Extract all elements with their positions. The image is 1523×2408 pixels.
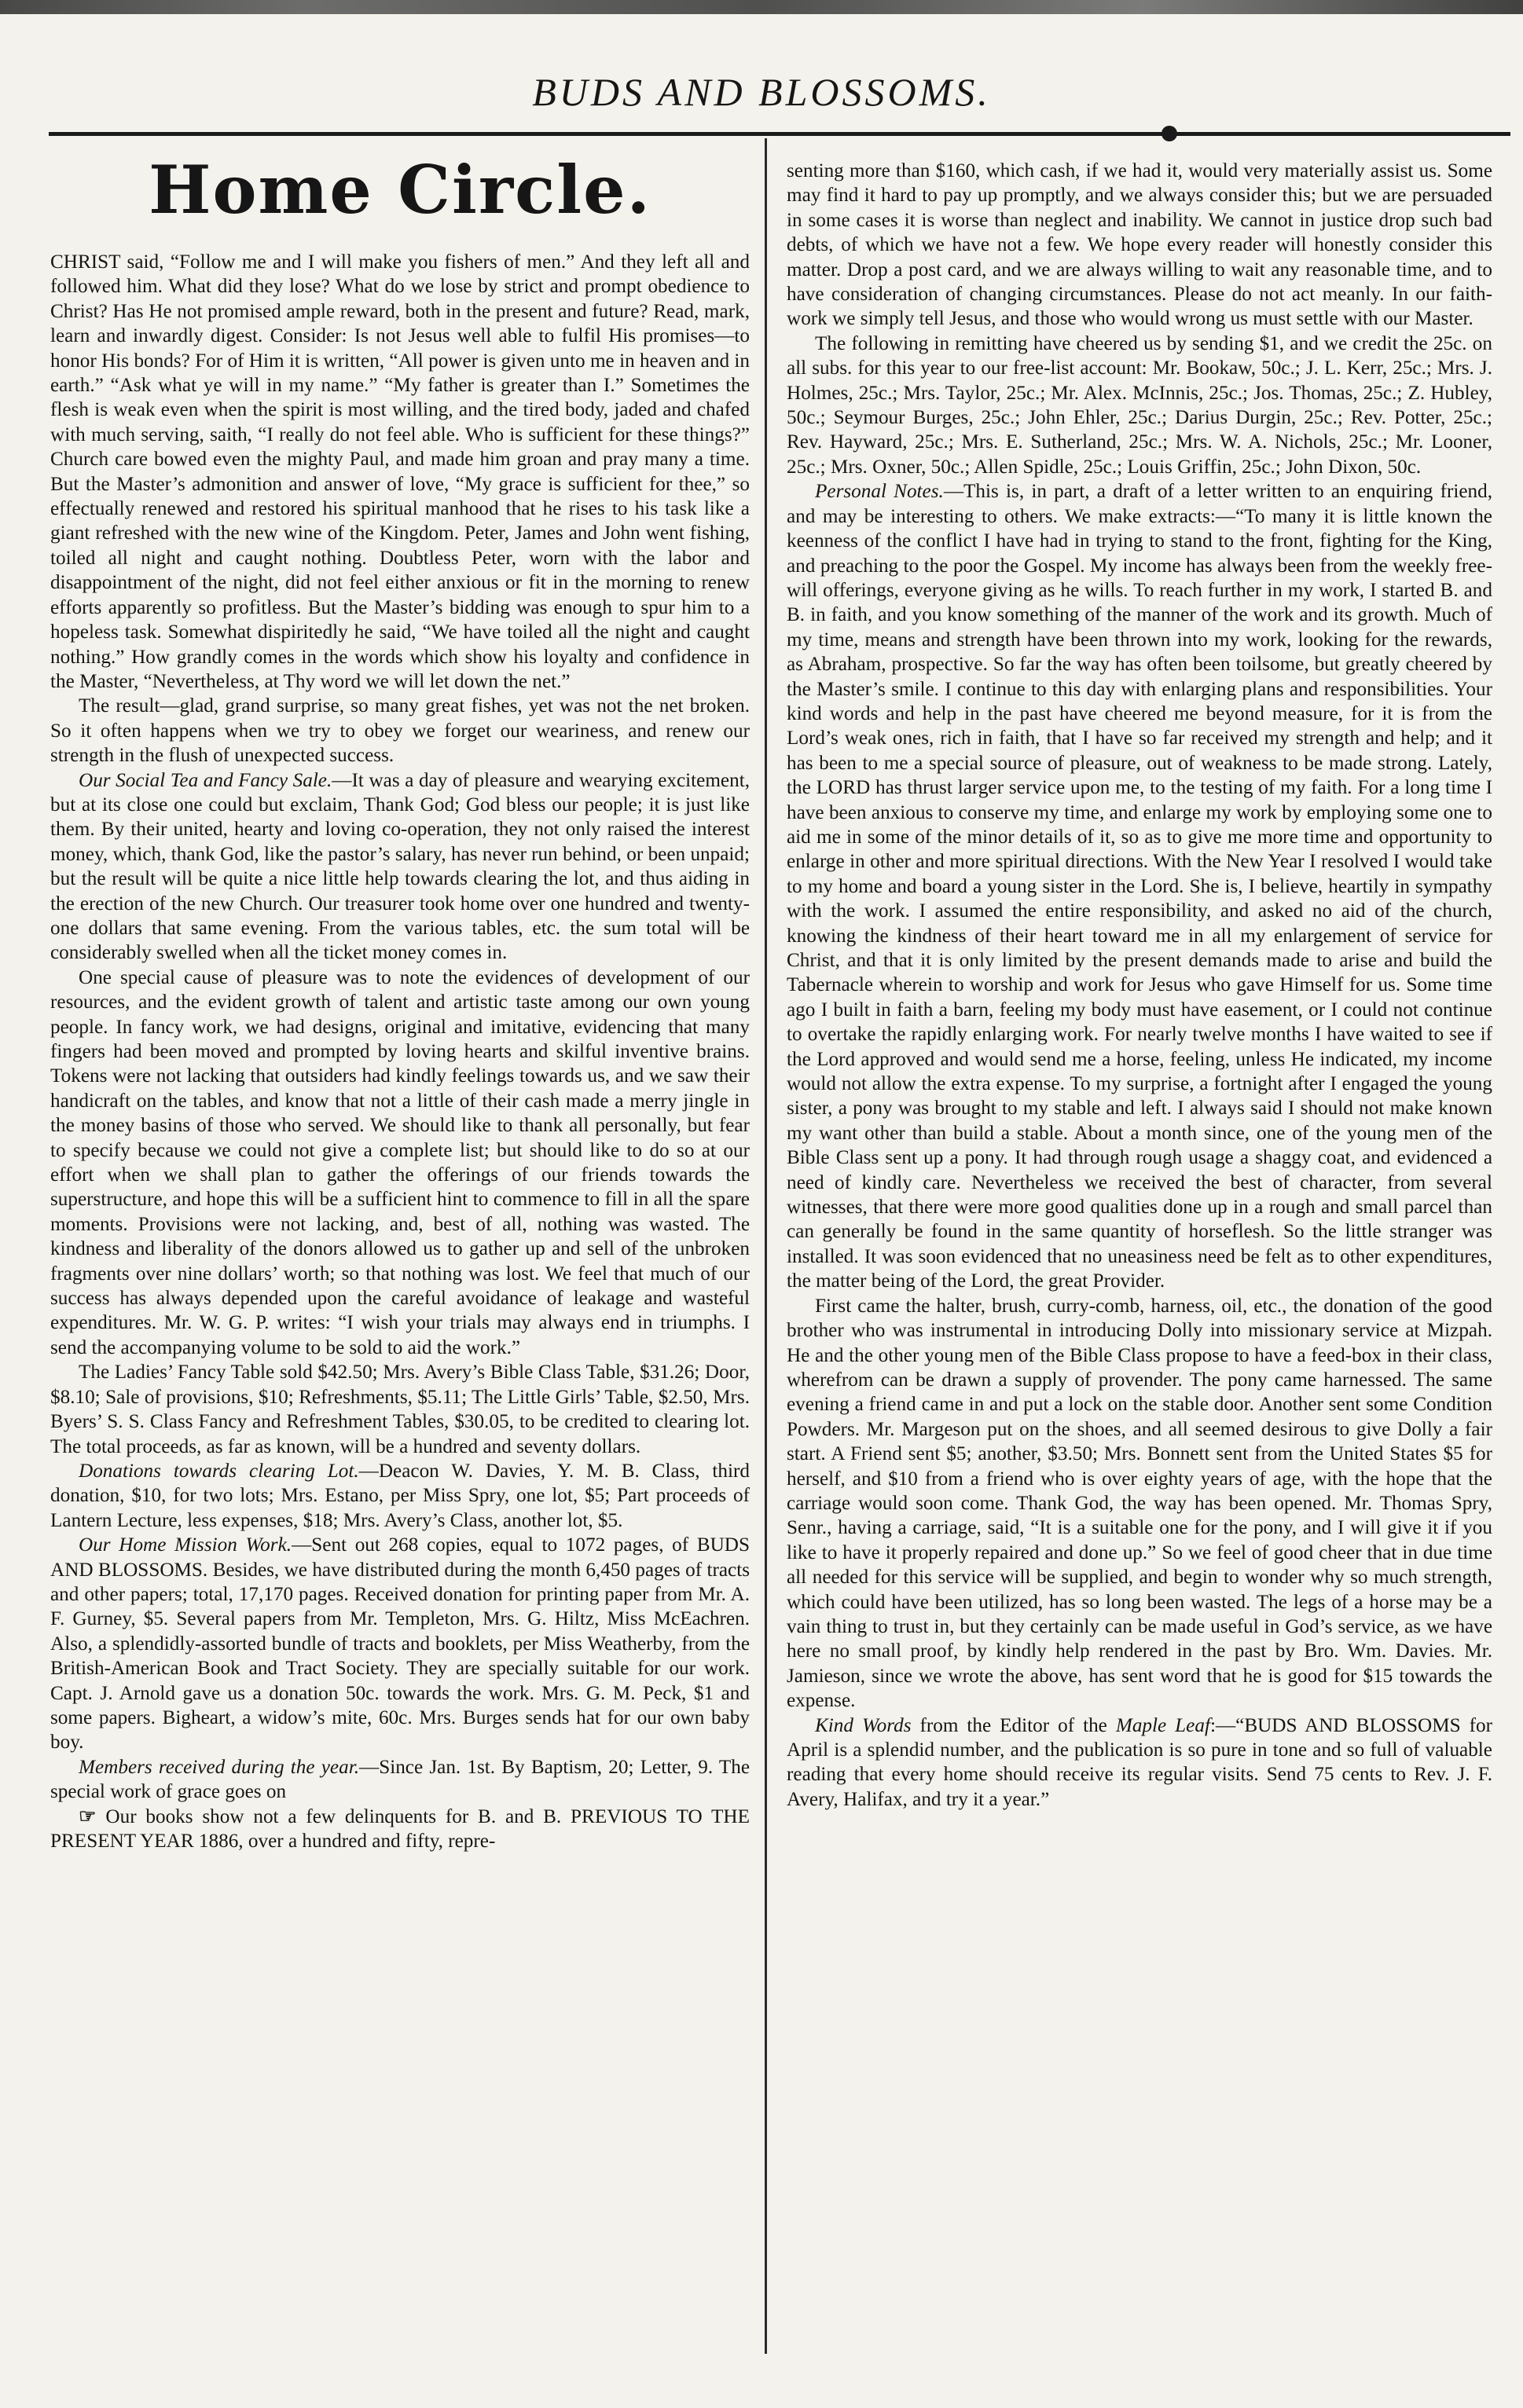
paragraph-personal-notes [787,479,1492,1293]
header-rule-ornament [1162,126,1177,141]
home-mission-body: —Sent out 268 copies, equal to 1072 pages, of BUDS AND BLOSSOMS. Besides, we have distributed during the month 6,450 pages of tracts and other papers; total, 17,170 pages. Received donation for printing paper from Mr. A. F. Gurney, $5. Several papers from Mr. Templeton, Mrs. G. Hiltz, Miss McEachren. Also, a splendidly-assorted bundle of tracts and booklets, per Miss Weatherby, from the British-American Book and Tract Society. They are specially suitable for our work. Capt. J. Arnold gave us a donation 50c. towards the work. Mrs. G. M. Peck, $1 and some papers. Bigheart, a widow’s mite, 60c. Mrs. Burges sends hat for our own baby boy. [50,1534,750,1754]
donations-body: —Deacon W. Davies, Y. M. B. Class, third donation, $10, for two lots; Mrs. Estano, per Miss Spry, one lot, $5; Part proceeds of Lantern Lecture, less expenses, $18; Mrs. Avery’s Class, another lot, $5. [50,1460,750,1531]
paragraph-members [50,1755,750,1805]
paragraph-home-mission [50,1533,750,1755]
pointing-hand-icon: ☞ [79,1805,97,1827]
kind-words-mid: from the Editor of the [911,1714,1116,1736]
header-rule [49,132,1510,136]
paragraph-social-tea [50,768,750,966]
paragraph-result: The result—glad, grand surprise, so many great fishes, yet was not the net broken. So it often happens when we try to obey we forget our weariness, and renew our strength in the flush of unexpected success. [50,695,750,767]
column-divider [765,138,767,2354]
subhead-donations: Donations towards clearing Lot. [79,1460,359,1482]
paragraph-pony-donations: First came the halter, brush, curry-comb, harness, oil, etc., the donation of the good brother who was instrumental in introducing Dolly into missionary service at Mizpah. He and the other young men of the Bible Class propose to have a feed-box in their class, wherefrom can be drawn a supply of provender. The pony came harnessed. The same evening a friend came in and put a lock on the stable door. Another sent some Condition Powders. Mr. Margeson put on the shoes, and all seemed desirous to give Dolly a fair start. A Friend sent $5; another, $3.50; Mrs. Bonnett sent from the United States $5 for herself, and $10 from a friend who is over eighty years of age, with the hope that the carriage would soon come. Thank God, the way has been opened. Mr. Thomas Spry, Senr., having a carriage, said, “It is a suitable one for the pony, and I will give it if you like to have it properly repaired and done up.” So we feel of good cheer that in due time all needed for this service will be supplied, and begin to wonder why so much strength, which could have been utilized, has so long been wasted. The legs of a horse may be a vain thing to trust in, but they certainly can be made useful in God’s service, as we have here no small proof, by kindly help rendered in the past by Bro. Wm. Davies. Mr. Jamieson, since we wrote the above, has sent word that he is good for $15 towards the expense. [787,1295,1492,1712]
paragraph-remitters: The following in remitting have cheered us by sending $1, and we credit the 25c. on all subs. for this year to our free-list account: Mr. Bookaw, 50c.; J. L. Kerr, 25c.; Mrs. J. Holmes, 25c.; Mrs. Taylor, 25c.; Mr. Alex. McInnis, 25c.; Jos. Thomas, 25c.; Z. Hubley, 50c.; Seymour Burges, 25c.; John Ehler, 25c.; Darius Durgin, 25c.; Rev. Potter, 25c.; Rev. Hayward, 25c.; Mrs. E. Sutherland, 25c.; Mrs. W. A. Nichols, 25c.; Mr. Looner, 25c.; Mrs. Oxner, 50c.; Allen Spidle, 25c.; Louis Griffin, 25c.; John Dixon, 50c. [787,332,1492,478]
top-edge-rule [0,0,1523,14]
paragraph-fancy-table: The Ladies’ Fancy Table sold $42.50; Mrs. Avery’s Bible Class Table, $31.26; Door, $8.10; Sale of provisions, $10; Refreshments, $5.11; The Little Girls’ Table, $2.50, Mrs. Byers’ S. S. Class Fancy and Refreshment Tables, $30.05, to be credited to clearing lot. The total proceeds, as far as known, will be a hundred and seventy dollars. [50,1362,750,1457]
paragraph-kind-words [787,1713,1492,1812]
members-body: —Since Jan. 1st. By Baptism, 20; Letter, 9. The special work of grace goes on [50,1756,750,1803]
paragraph-fishers-of-men: CHRIST said, “Follow me and I will make you fishers of men.” And they left all and followed him. What did they lose? What do we lose by strict and prompt obedience to Christ? Has He not promised ample reward, both in the present and future? Read, mark, learn and inwardly digest. Consider: Is not Jesus well able to fulfil His promises—to honor His bonds? For of Him it is written, “All power is given unto me in heaven and in earth.” “Ask what ye will in my name.” “My father is greater than I.” Sometimes the flesh is weak even when the spirit is most willing, and the tired body, jaded and chafed with much serving, saith, “I really do not feel able. Who is sufficient for these things?” Church care bowed even the mighty Paul, and made him groan and pray many a time. But the Master’s admonition and answer of love, “My grace is sufficient for thee,” so effectually renewed and restored his spiritual manhood that he rises to his task like a giant refreshed with the new wine of the Kingdom. Peter, James and John went fishing, toiled all night and caught nothing. Doubtless Peter, worn with the labor and disappointment of the night, did not feel either anxious or fit in the morning to renew efforts apparently so profitless. But the Master’s bidding was enough to spur him to a hopeless task. Somewhat dispiritedly he said, “We have toiled all the night and caught nothing.” How grandly comes in the words which show his loyalty and confidence in the Master, “Nevertheless, at Thy word we will let down the net.” [50,251,750,692]
section-heading: Home Circle. [149,151,651,229]
subhead-members: Members received during the year. [79,1756,360,1778]
maple-leaf-title: Maple Leaf [1115,1714,1210,1736]
right-column [787,159,1492,1812]
subhead-personal-notes: Personal Notes. [815,481,944,503]
paragraph-delinquents-cont: senting more than $160, which cash, if we had it, would very materially assist us. Some may find it hard to pay up promptly, and we always consider this; but we are persuaded in some cases it is worse than neglect and inability. We cannot in justice drop such bad debts, of which we have not a few. We hope every reader will honestly consider this matter. Drop a post card, and we are always willing to wait any reasonable time, and to have consideration of changing circumstances. Please do not act meanly. In our faith-work we simply tell Jesus, and those who would wrong us must settle with our Master. [787,160,1492,330]
subhead-kind-words: Kind Words [815,1714,912,1736]
paragraph-special-cause: One special cause of pleasure was to note the evidences of development of our resources, and the evident growth of talent and artistic taste among our own young people. In fancy work, we had designs, original and imitative, evidencing that many fingers had been moved and prompted by loving hearts and skilful inventive brains. Tokens were not lacking that outsiders had kindly feelings towards us, and we saw their handicraft on the tables, and know that not a little of their cash made a merry jingle in the money basins of those who served. We should like to thank all personally, but fear to specify because we could not give a complete list; but should like to do so at our effort when we shall plan to gather the offerings of our friends towards the superstructure, and hope this will be a sufficient hint to commence to fill in all the spare moments. Provisions were not lacking, and, best of all, nothing was wasted. The kindness and liberality of the donors allowed us to gather up and sell of the unbroken fragments over nine dollars’ worth; so that nothing was lost. We feel that much of our success has always depended upon the careful avoidance of leakage and wasteful expenditures. Mr. W. G. P. writes: “I wish your trials may always end in triumphs. I send the accompanying volume to be sold to aid the work.” [50,966,750,1358]
subhead-social-tea: Our Social Tea and Fancy Sale. [79,769,332,791]
social-tea-body: —It was a day of pleasure and wearying excitement, but at its close one could but exclaim, Thank God; God bless our people; it is just like them. By their united, hearty and loving co-operation, they not only raised the interest money, which, thank God, like the pastor’s salary, has never run behind, or been unpaid; but the result will be quite a nice little help towards clearing the lot, and thus aiding in the erection of the new Church. Our treasurer took home over one hundred and twenty-one dollars that same evening. From the various tables, etc. the sum total will be considerably swelled when all the ticket money comes in. [50,769,750,964]
delinquents-body: Our books show not a few delinquents for B. and B. PREVIOUS TO THE PRESENT YEAR 1886, over a hundred and fifty, repre- [50,1805,750,1852]
kind-words-body: :—“BUDS AND BLOSSOMS for April is a splendid number, and the publication is so pure in tone and so full of valuable reading that every home should receive its regular visits. Send 75 cents to Rev. J. F. Avery, Halifax, and try it a year.” [787,1714,1492,1810]
left-column [50,151,750,1853]
paragraph-donations [50,1459,750,1533]
subhead-home-mission: Our Home Mission Work. [79,1534,292,1556]
personal-notes-body: —This is, in part, a draft of a letter written to an enquiring friend, and may be interesting to others. We make extracts:—“To many it is little known the keenness of the conflict I have had in trying to stand to the front, fighting for the King, and preaching to the poor the Gospel. My income has always been from the weekly free-will offerings, everyone giving as he wills. To reach further in my work, I started B. and B. in faith, and you know something of the manner of the work and its growth. Much of my time, means and strength have been thrown into my work, looking for the rewards, as Abraham, prospective. So far the way has often been toilsome, but greatly cheered by the Master’s smile. I continue to this day with enlarging plans and responsibilities. Your kind words and help in the past have cheered me beyond measure, for it is from the Lord’s weak ones, rich in faith, that I have so far received my strength and help; and it has been to me a special source of pleasure, out of weakness to be made strong. Lately, the LORD has thrust larger service upon me, to the testing of my faith. For a long time I have been anxious to conserve my time, and enlarge my work by employing some one to aid me in some of the minor details of it, so as to give me more time and opportunity to enlarge in other and more spiritual directions. With the New Year I resolved I would take to my home and board a young sister in the Lord. She is, I believe, heartily in sympathy with the work. I assumed the entire responsibility, and asked no aid of the church, knowing the kindness of their heart toward me in all my enlargement of service for Christ, and that it is only limited by the present demands made to arise and build the Tabernacle wherein to worship and work for Jesus who gave Himself for us. Some time ago I built in faith a barn, feeling my body must have easement, or I could not continue to overtake the rapidly enlarging work. For nearly twelve months I have waited to see if the Lord approved and would send me a horse, feeling, unless He indicated, my income would not allow the extra expense. To my surprise, a fortnight after I engaged the young sister, a pony was brought to my stable and left. I always said I should not make known my want other than build a stable. About a month since, one of the young men of the Bible Class sent up a pony. It had through rough usage a shaggy coat, and evidenced a need of kindly care. Nevertheless we received the best of character, from several witnesses, that there were more good qualities done up in a rough and small parcel than can generally be found in the same quantity of horseflesh. So the little stranger was installed. It was soon evidenced that no uneasiness need be felt as to other expenditures, the matter being of the Lord, the great Provider. [787,481,1493,1292]
paragraph-delinquents [50,1805,750,1854]
running-head: BUDS AND BLOSSOMS. [532,70,991,114]
